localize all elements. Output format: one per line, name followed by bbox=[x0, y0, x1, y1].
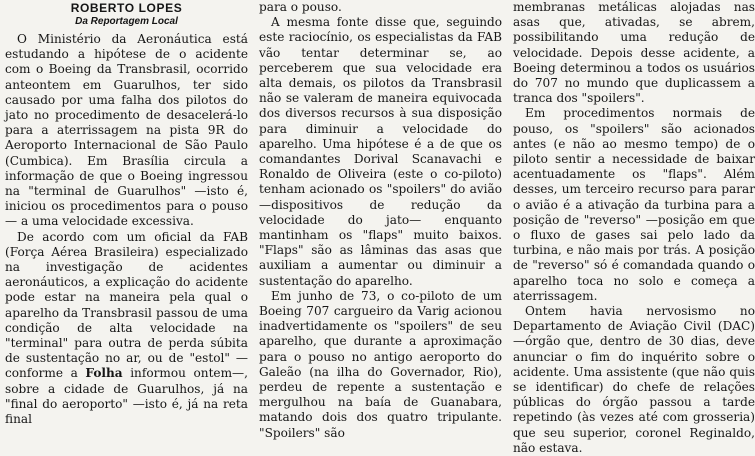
newspaper-name: Folha bbox=[85, 366, 123, 381]
paragraph-text: informou ontem—, sobre a cidade de Guarulhos, já na "final do aeroporto" —isto é, já na reta final bbox=[5, 366, 248, 427]
paragraph: Em junho de 73, o co-piloto de um Boeing 707 cargueiro da Varig acionou inadvertidamente os "spoilers" de seu aparelho, que durante a aproximação para o pouso no antigo aeroporto do Galeão (na ilha do Governador, Rio), perdeu de repente a sustentação e mergulhou na baía de Guanabara, matando dois dos quatro tripulante. "Spoilers" são bbox=[259, 288, 502, 440]
paragraph: A mesma fonte disse que, seguindo este raciocínio, os especialistas da FAB vão tentar determinar se, ao perceberem que sua velocidade era alta demais, os pilotos da Transbrasil não se valeram de maneira equivocada dos diversos recursos à sua disposição para diminuir a velocidade do aparelho. Uma hipótese é a de que os comandantes Dorival Scanavachi e Ronaldo de Oliveira (este o co-piloto) tenham acionado os "spoilers" do avião —dispositivos de redução da velocidade do jato— enquanto mantinham os "flaps" muito baixos. "Flaps" são as lâminas das asas que auxiliam a aumentar ou diminuir a sustentação do aparelho. bbox=[259, 15, 502, 288]
paragraph-text: De acordo com um oficial da FAB (Força Aérea Brasileira) especializado na investigação de acidentes aeronáuticos, a explicação do acidente pode estar na maneira pela qual o aparelho da Transbrasil passou de uma condição de alta velocidade na "terminal" para outra de perda súbita de sustentação no ar, ou de "estol" —conforme a bbox=[5, 229, 248, 381]
paragraph: membranas metálicas alojadas nas asas que, ativadas, se abrem, possibilitando uma redução de velocidade. Depois desse acidente, a Boeing determinou a todos os usuários do 707 no mundo que duplicassem a tranca dos "spoilers". bbox=[513, 0, 755, 106]
paragraph: O Ministério da Aeronáutica está estudando a hipótese de o acidente com o Boeing da Transbrasil, ocorrido anteontem em Guarulhos, ter sido causado por uma falha dos pilotos do jato no procedimento de desacelerá-lo para a aterrissagem na pista 9R do Aeroporto Internacional de São Paulo (Cumbica). Em Brasília circula a informação de que o Boeing ingressou na "terminal de Guarulhos" —isto é, iniciou os procedimentos para o pouso— a uma velocidade excessiva. bbox=[5, 32, 248, 229]
paragraph: para o pouso. bbox=[259, 0, 342, 14]
paragraph: Ontem havia nervosismo no Departamento de Aviação Civil (DAC) —órgão que, dentro de 30 dias, deve anunciar o fim do inquérito sobre o acidente. Uma assistente (que não quis se identificar) do chefe de relações públicas do órgão passou a tarde repetindo (às vezes até com grosseria) que seu superior, coronel Reginaldo, não estava. bbox=[513, 304, 755, 455]
byline bbox=[5, 2, 248, 28]
article-column-3 bbox=[513, 0, 755, 456]
paragraph: Em procedimentos normais de pouso, os "spoilers" são acionados antes (e não ao mesmo tempo) de o piloto sentir a necessidade de baixar acentuadamente os "flaps". Além desses, um terceiro recurso para parar o avião é a ativação da turbina para a posição de "reverso" —posição em que o fluxo de gases sai pelo lado da turbina, e não mais por trás. A posição de "reverso" só é comandada quando o aparelho toca no solo e começa a aterrissagem. bbox=[513, 106, 755, 303]
article-column-1 bbox=[5, 0, 248, 456]
article-column-2 bbox=[259, 0, 502, 456]
paragraph bbox=[5, 230, 248, 428]
byline-desk: Da Reportagem Local bbox=[75, 16, 178, 27]
byline-author: ROBERTO LOPES bbox=[70, 1, 183, 15]
